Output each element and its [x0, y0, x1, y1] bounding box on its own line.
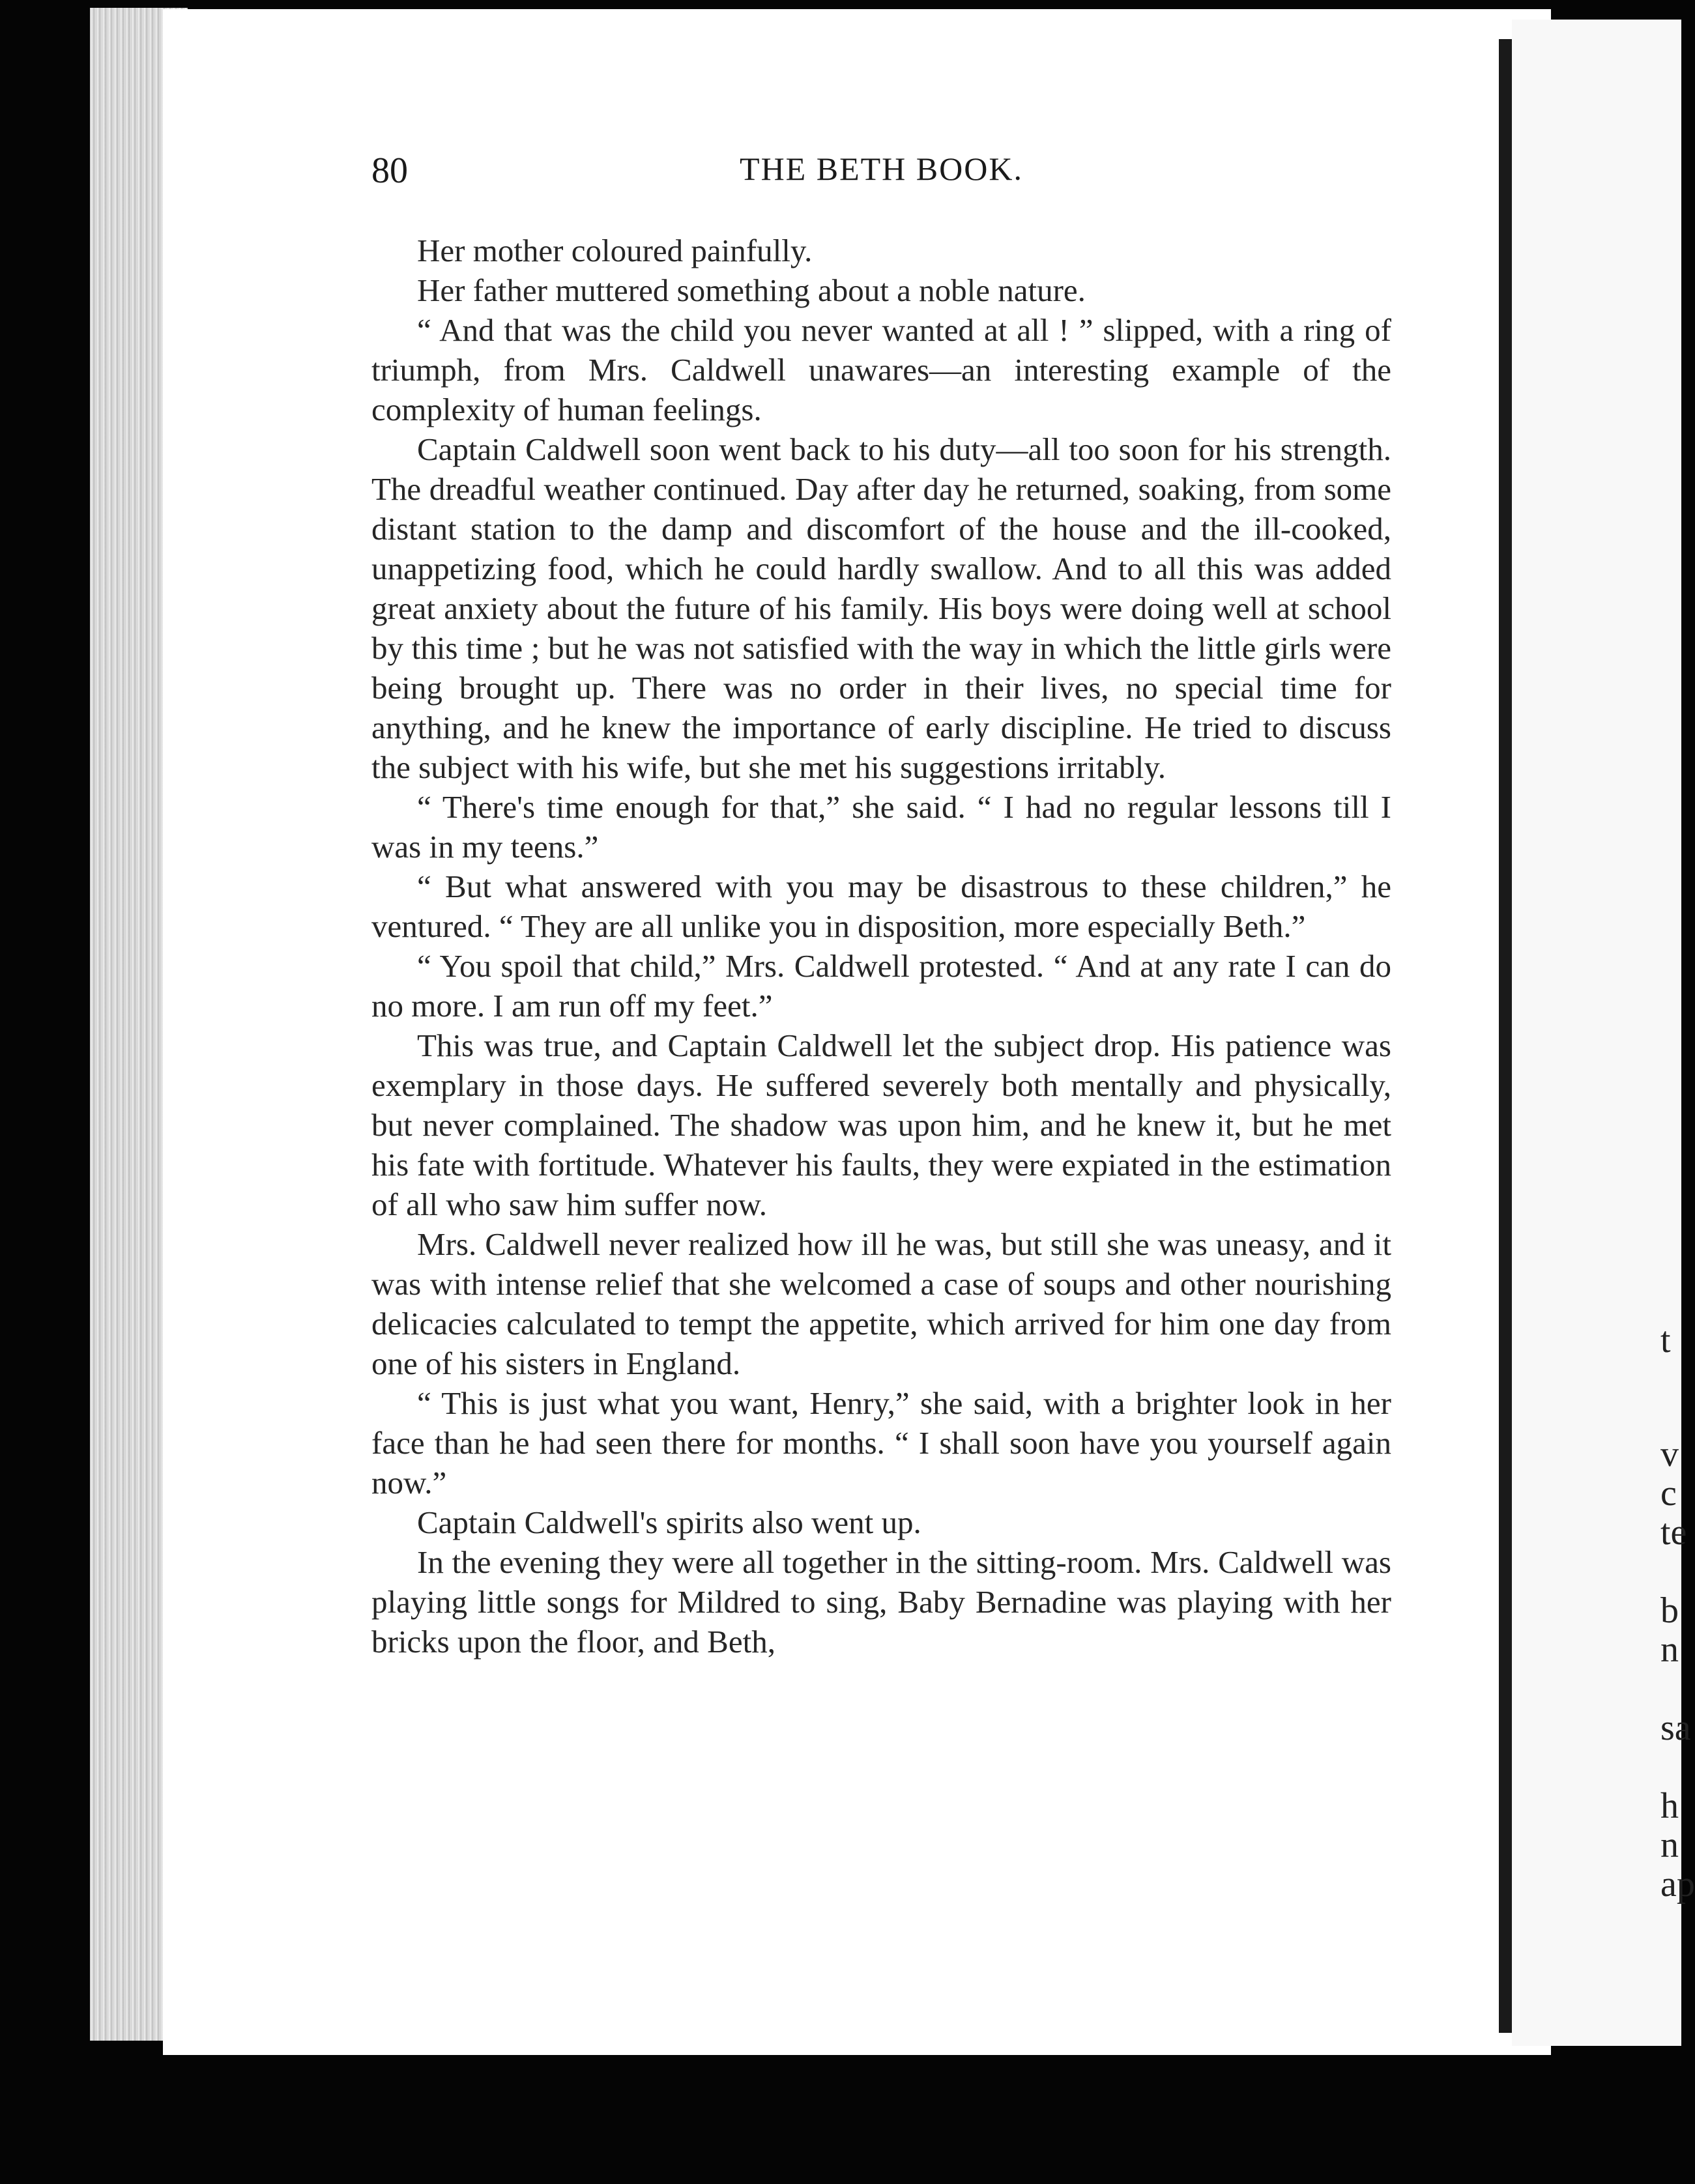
facing-page: [1512, 20, 1681, 2046]
page-body: [371, 231, 1391, 1661]
facing-page-fragment: h: [1660, 1786, 1679, 1826]
facing-page-fragment: b: [1660, 1590, 1679, 1631]
facing-page-fragment: ap: [1660, 1864, 1695, 1904]
paragraph: Her father muttered something about a noble nature.: [417, 272, 1086, 308]
paragraph: “ You spoil that child,” Mrs. Caldwell protested. “ And at any rate I can do no more. I am run off my feet.”: [371, 948, 1391, 1024]
paragraph: Captain Caldwell soon went back to his duty—all too soon for his strength. The dreadful weather continued. Day after day he returned, soaking, from some distant station to the damp and discomfort of the house and the ill-cooked, unappetizing food, which he could hardly swallow. And to all this was added great anxiety about the future of his family. His boys were doing well at school by this time ; but he was not satisfied with the way in which the little girls were being brought up. There was no order in their lives, no special time for anything, and he knew the importance of early discipline. He tried to discuss the subject with his wife, but she met his suggestions irritably.: [371, 431, 1391, 785]
facing-page-fragment: n: [1660, 1825, 1679, 1865]
facing-page-fragment: te: [1660, 1512, 1687, 1553]
paragraph: In the evening they were all together in the sitting-room. Mrs. Caldwell was playing little songs for Mildred to sing, Baby Bernadine was playing with her bricks upon the floor, and Beth,: [371, 1544, 1391, 1660]
facing-page-fragment: n: [1660, 1630, 1679, 1670]
facing-page-fragment: sa: [1660, 1708, 1691, 1748]
paragraph: “ But what answered with you may be disastrous to these children,” he ventured. “ They are all unlike you in disposition, more especially Beth.”: [371, 869, 1391, 944]
facing-page-fragment: t: [1660, 1320, 1671, 1360]
paragraph: “ There's time enough for that,” she said. “ I had no regular lessons till I was in my teens.”: [371, 789, 1391, 865]
paragraph: Captain Caldwell's spirits also went up.: [417, 1504, 921, 1540]
paragraph: This was true, and Captain Caldwell let the subject drop. His patience was exemplary in those days. He suffered severely both mentally and physically, but never complained. The shadow was upon him, and he knew it, but he met his fate with fortitude. Whatever his faults, they were expiated in the estimation of all who saw him suffer now.: [371, 1027, 1391, 1222]
paragraph: Her mother coloured painfully.: [417, 233, 813, 268]
running-head: THE BETH BOOK.: [740, 151, 1023, 187]
facing-page-fragment: v: [1660, 1434, 1679, 1474]
paragraph: “ This is just what you want, Henry,” she said, with a brighter look in her face than he had seen there for months. “ I shall soon have you yourself again now.”: [371, 1385, 1391, 1501]
paragraph: “ And that was the child you never wanted at all ! ” slipped, with a ring of triumph, from Mrs. Caldwell unawares—an interesting example of the complexity of human feelings.: [371, 312, 1391, 427]
paragraph: Mrs. Caldwell never realized how ill he was, but still she was uneasy, and it was with intense relief that she welcomed a case of soups and other nourishing delicacies calculated to tempt the appetite, which arrived for him one day from one of his sisters in England.: [371, 1226, 1391, 1381]
page-number: 80: [371, 151, 408, 191]
facing-page-fragment: c: [1660, 1473, 1677, 1514]
page-header: [371, 150, 1391, 195]
book-gutter: [1499, 39, 1512, 2033]
